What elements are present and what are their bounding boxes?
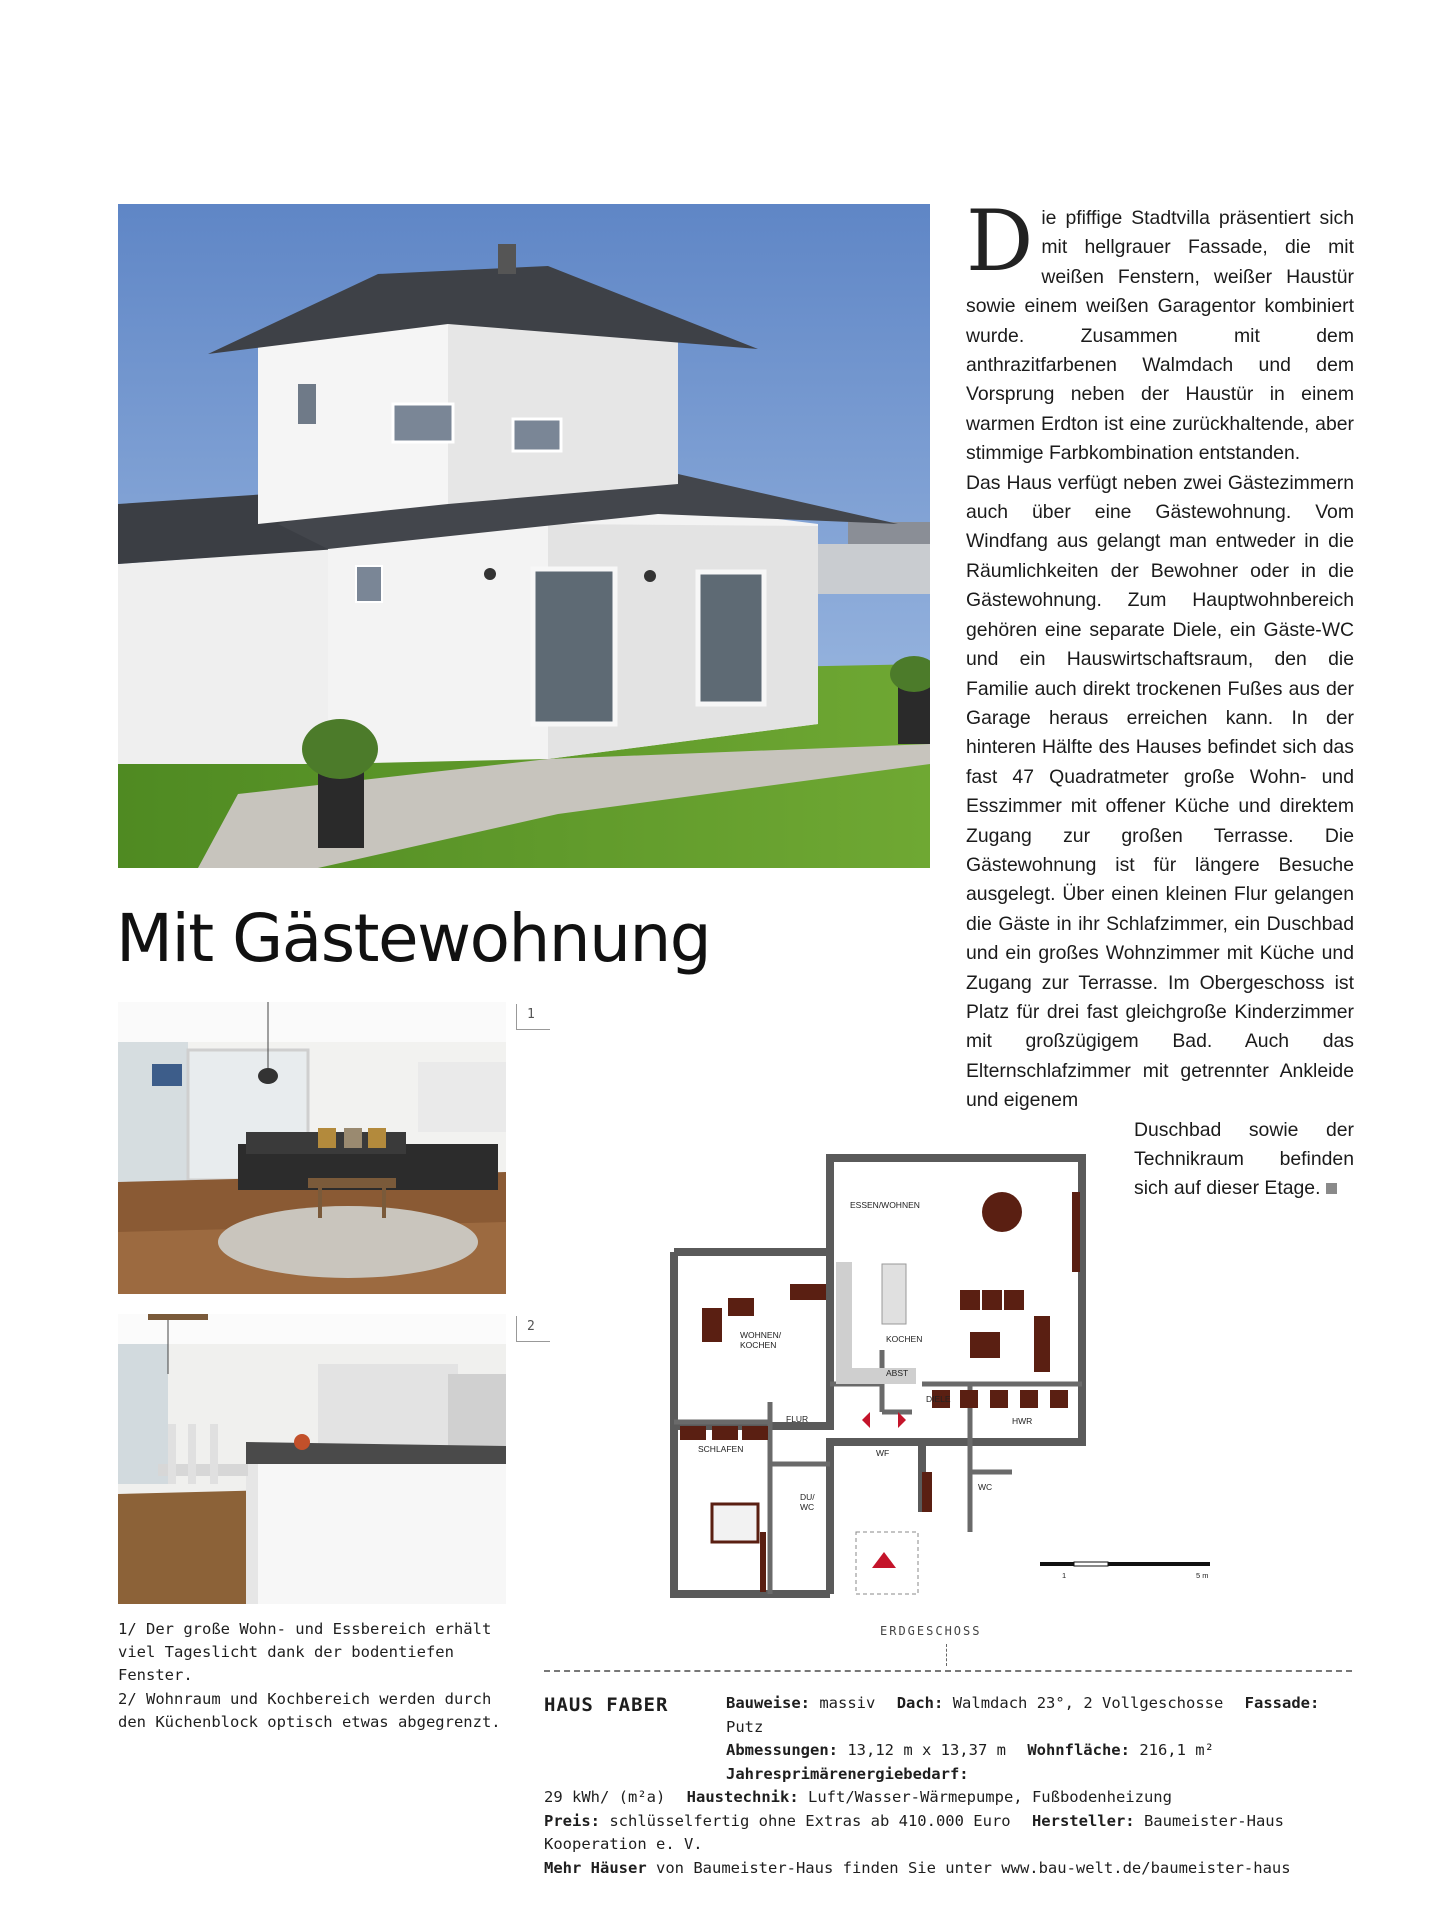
room-label-abst: ABST [886, 1368, 909, 1378]
scale-label-5m: 5 m [1196, 1571, 1209, 1580]
spec-label-fassade: Fassade: [1244, 1694, 1320, 1712]
spec-row-4 [544, 1810, 1354, 1857]
scale-label-1: 1 [1062, 1571, 1067, 1580]
room-label-wohnen: WOHNEN/ [740, 1330, 782, 1340]
house-name: HAUS FABER [544, 1694, 669, 1716]
spec-label-mehr: Mehr Häuser [544, 1858, 647, 1877]
room-label-kochen-small: KOCHEN [740, 1340, 777, 1350]
room-label-essen: ESSEN/WOHNEN [850, 1200, 920, 1210]
spec-value-dach: Walmdach 23°, 2 Vollgeschosse [952, 1694, 1224, 1712]
spec-label-bauweise: Bauweise: [726, 1694, 810, 1712]
spec-label-dach: Dach: [896, 1694, 944, 1712]
spec-value-fassade: Putz [726, 1717, 764, 1736]
room-label-schlafen: SCHLAFEN [698, 1444, 744, 1454]
spec-value-energie: 29 kWh/ (m²a) [544, 1788, 666, 1806]
spec-label-hersteller: Hersteller: [1031, 1811, 1135, 1830]
spec-row-2 [544, 1739, 1354, 1786]
living-room-photo [118, 1002, 506, 1294]
house-specs [544, 1692, 1354, 1880]
spec-value-wohnflaeche: 216,1 m² [1139, 1741, 1214, 1759]
room-label-diele: DIELE [926, 1394, 951, 1404]
hero-photo [118, 204, 930, 868]
room-label-hwr: HWR [1012, 1416, 1033, 1426]
paragraph-1: ie pfiffige Stadtvilla präsentiert sich mit hellgrauer Fassade, die mit weißen Fenstern, weißer Haustür sowie einem weißen Garagentor kombiniert wurde. Zusammen mit dem anthrazitfarbenen Walmdach und dem Vorsprung neben der Haustür in einem warmen Erdton ist eine zurückhaltende, aber stimmige Farbkombination entstanden. [966, 207, 1354, 465]
photo-number-1: 1 [516, 1004, 550, 1030]
photo-number-2: 2 [516, 1316, 550, 1342]
spec-label-abmessungen: Abmessungen: [726, 1741, 838, 1759]
floor-plan [660, 1152, 1220, 1612]
spec-value-hersteller: Baumeister-Haus Kooperation e. V. [544, 1811, 1284, 1853]
spec-label-haustechnik: Haustechnik: [686, 1788, 799, 1806]
kitchen-photo [118, 1314, 506, 1604]
spec-label-preis: Preis: [544, 1811, 600, 1830]
spec-value-abmessungen: 13,12 m x 13,37 m [847, 1741, 1006, 1759]
room-label-kochen: KOCHEN [886, 1334, 923, 1344]
room-label-du: DU/ [800, 1492, 815, 1502]
spec-value-bauweise: massiv [819, 1694, 876, 1712]
room-label-wc-small: WC [800, 1502, 815, 1512]
room-label-wc: WC [978, 1482, 993, 1492]
spec-label-energie: Jahresprimärenergiebedarf: [726, 1764, 969, 1783]
article-body [966, 192, 1354, 1204]
page-title: Mit Gästewohnung [116, 900, 711, 977]
photo-caption-2: 2/ Wohnraum und Kochbereich werden durch den Küchenblock optisch etwas abgegrenzt. [118, 1690, 501, 1731]
floor-plan-label: ERDGESCHOSS [880, 1624, 982, 1638]
spec-row-5 [544, 1857, 1354, 1881]
spec-row-3 [544, 1786, 1354, 1810]
floor-plan-tick [946, 1644, 947, 1666]
drop-cap: D [966, 192, 1034, 290]
end-mark-icon [1326, 1183, 1337, 1194]
spec-label-wohnflaeche: Wohnfläche: [1027, 1741, 1130, 1759]
spec-divider [544, 1670, 1352, 1672]
room-label-wf: WF [876, 1448, 890, 1458]
room-label-flur: FLUR [786, 1414, 809, 1424]
paragraph-2: Das Haus verfügt neben zwei Gästezimmern auch über eine Gästewohnung. Vom Windfang aus gelangt man entweder in die Räumlichkeiten der Bewohner oder in die Gästewohnung. Zum Hauptwohnbereich gehören eine separate Diele, ein Gäste-WC und ein Hauswirtschaftsraum, den die Familie auch direkt trockenen Fußes aus der Garage heraus erreichen kann. In der hinteren Hälfte des Hauses befindet sich das fast 47 Quadratmeter große Wohn- und Esszimmer mit offener Küche und direktem Zugang zur großen Terrasse. Die Gästewohnung ist für längere Besuche ausgelegt. Über einen kleinen Flur gelangen die Gäste in ihr Schlafzimmer, ein Duschbad und ein großes Wohnzimmer mit Küche und Zugang zur Terrasse. Im Obergeschoss ist Platz für drei fast gleichgroße Kinderzimmer mit großzügigem Bad. Auch das Elternschlafzimmer mit getrennter Ankleide und eigenem [966, 471, 1354, 1112]
spec-value-haustechnik: Luft/Wasser-Wärmepumpe, Fußbodenheizung [808, 1788, 1172, 1806]
spec-value-mehr: von Baumeister-Haus finden Sie unter www.bau-welt.de/baumeister-haus [656, 1858, 1291, 1877]
paragraph-tail-text: Duschbad sowie der Technikraum befinden sich auf dieser Etage. [1134, 1118, 1354, 1200]
spec-value-preis: schlüsselfertig ohne Extras ab 410.000 Euro [609, 1811, 1011, 1830]
photo-caption-1: 1/ Der große Wohn- und Essbereich erhält viel Tageslicht dank der bodentiefen Fenster. [118, 1620, 492, 1684]
